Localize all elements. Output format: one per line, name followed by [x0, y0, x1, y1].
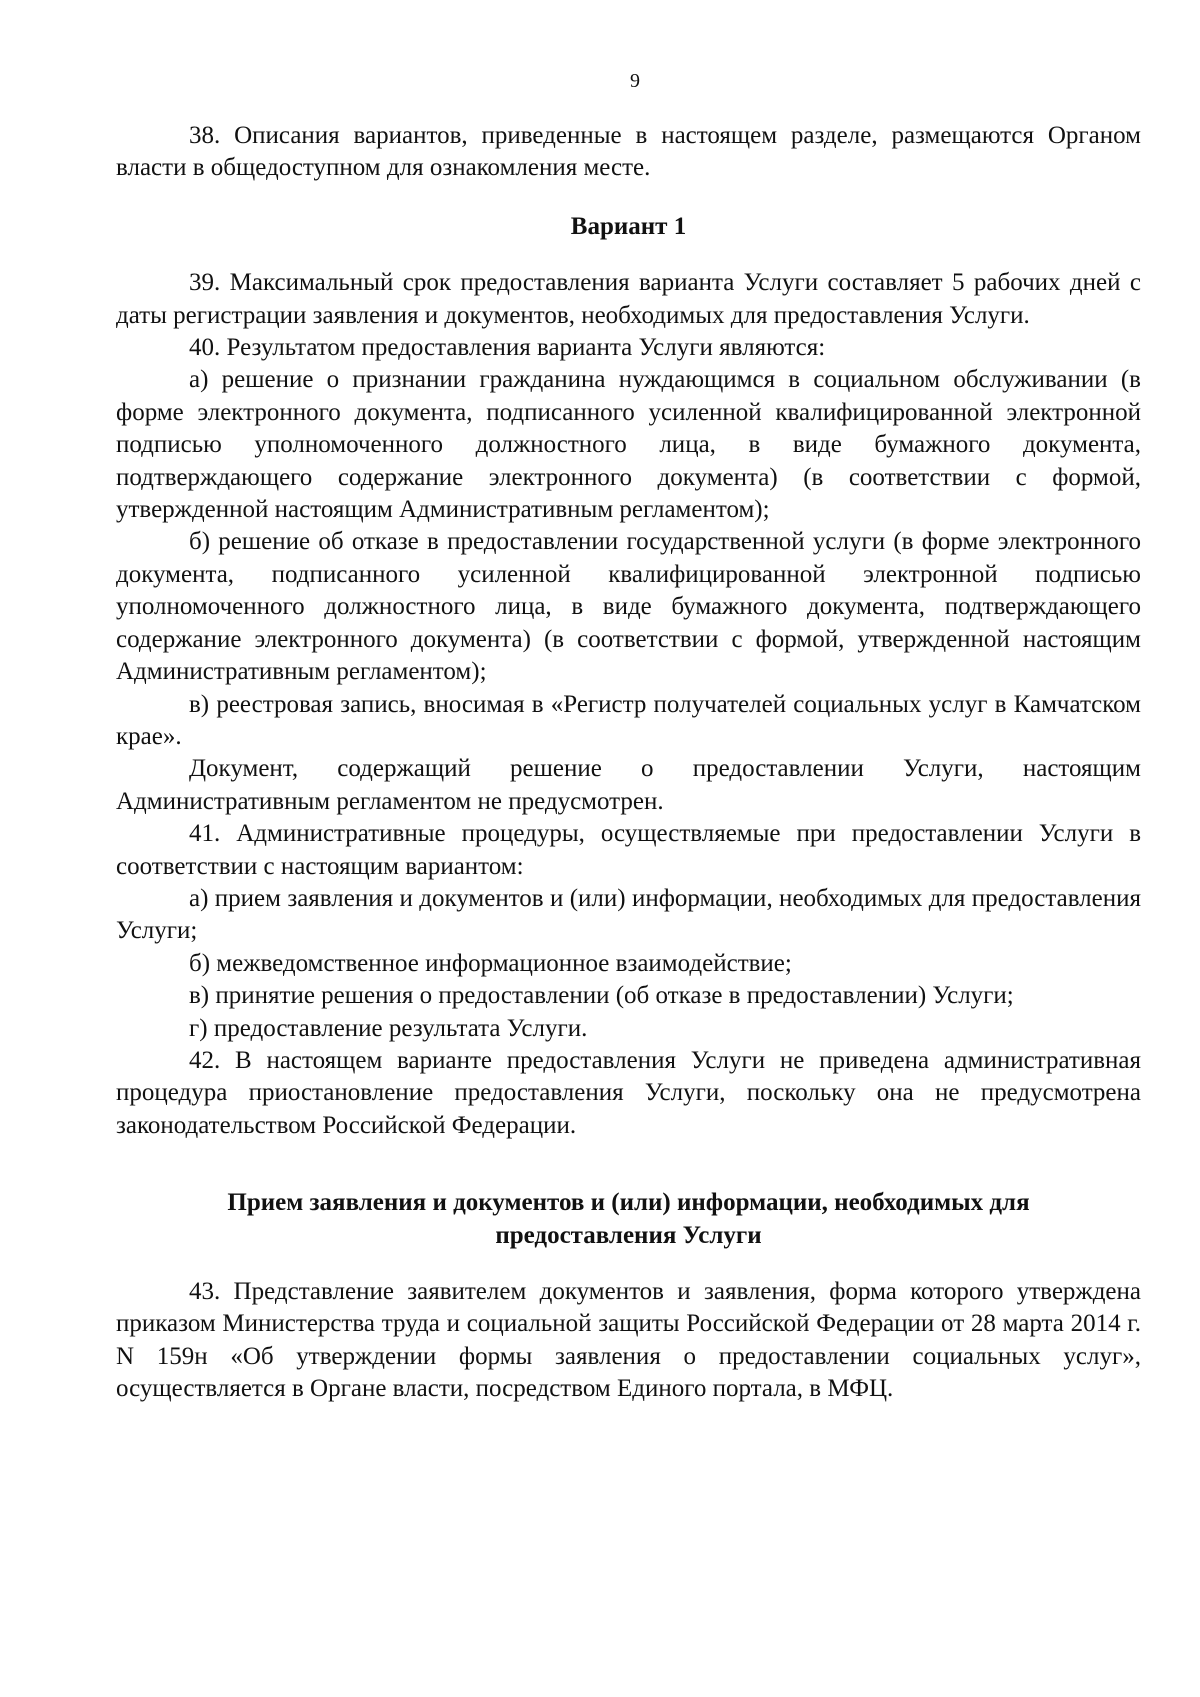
- document-body: [116, 120, 1141, 1406]
- paragraph-40: 40. Результатом предоставления варианта Услуги являются:: [189, 334, 826, 362]
- paragraph-41-v: в) принятие решения о предоставлении (об отказе в предоставлении) Услуги;: [189, 982, 1014, 1010]
- page-number: 9: [630, 70, 640, 92]
- paragraph-38: 38. Описания вариантов, приведенные в настоящем разделе, размещаются Органом власти в общедоступном для ознакомления месте.: [116, 122, 1141, 182]
- paragraph-41-g: г) предоставление результата Услуги.: [189, 1014, 588, 1042]
- paragraph-39: 39. Максимальный срок предоставления варианта Услуги составляет 5 рабочих дней с даты регистрации заявления и документов, необходимых для предоставления Услуги.: [116, 269, 1141, 329]
- paragraph-41: 41. Административные процедуры, осуществляемые при предоставлении Услуги в соответствии с настоящим вариантом:: [116, 820, 1141, 880]
- paragraph-41-b: б) межведомственное информационное взаимодействие;: [189, 949, 792, 977]
- paragraph-40-v: в) реестровая запись, вносимая в «Регистр получателей социальных услуг в Камчатском крае».: [116, 690, 1141, 750]
- paragraph-40-b: б) решение об отказе в предоставлении государственной услуги (в форме электронного документа, подписанного усиленной квалифицированной электронной подписью уполномоченного должностного лица, в виде бумажного документа, подтверждающего содержание электронного документа) (в соответствии с формой, утвержденной настоящим Административным регламентом);: [116, 528, 1141, 686]
- paragraph-41-a: а) прием заявления и документов и (или) информации, необходимых для предоставления Услуги;: [116, 884, 1141, 945]
- paragraph-42: 42. В настоящем варианте предоставления Услуги не приведена административная процедура приостановление предоставления Услуги, поскольку она не предусмотрена законодательством Российской Федерации.: [116, 1046, 1141, 1139]
- heading-variant: Вариант 1: [570, 212, 687, 240]
- paragraph-40-a: а) решение о признании гражданина нуждающимся в социальном обслуживании (в форме электронного документа, подписанного усиленной квалифицированной электронной подписью уполномоченного должностного лица, в виде бумажного документа, подтверждающего содержание электронного документа) (в соответствии с формой, утвержденной настоящим Административным регламентом);: [116, 366, 1141, 524]
- paragraph-document-note: Документ, содержащий решение о предоставлении Услуги, настоящим Административным регламентом не предусмотрен.: [116, 755, 1141, 815]
- heading-section: Прием заявления и документов и (или) информации, необходимых для предоставления Услуги: [227, 1189, 1030, 1249]
- paragraph-43: 43. Представление заявителем документов и заявления, форма которого утверждена приказом Министерства труда и социальной защиты Российской Федерации от 28 марта 2014 г. N 159н «Об утверждении формы заявления о предоставлении социальных услуг», осуществляется в Органе власти, посредством Единого портала, в МФЦ.: [116, 1278, 1141, 1403]
